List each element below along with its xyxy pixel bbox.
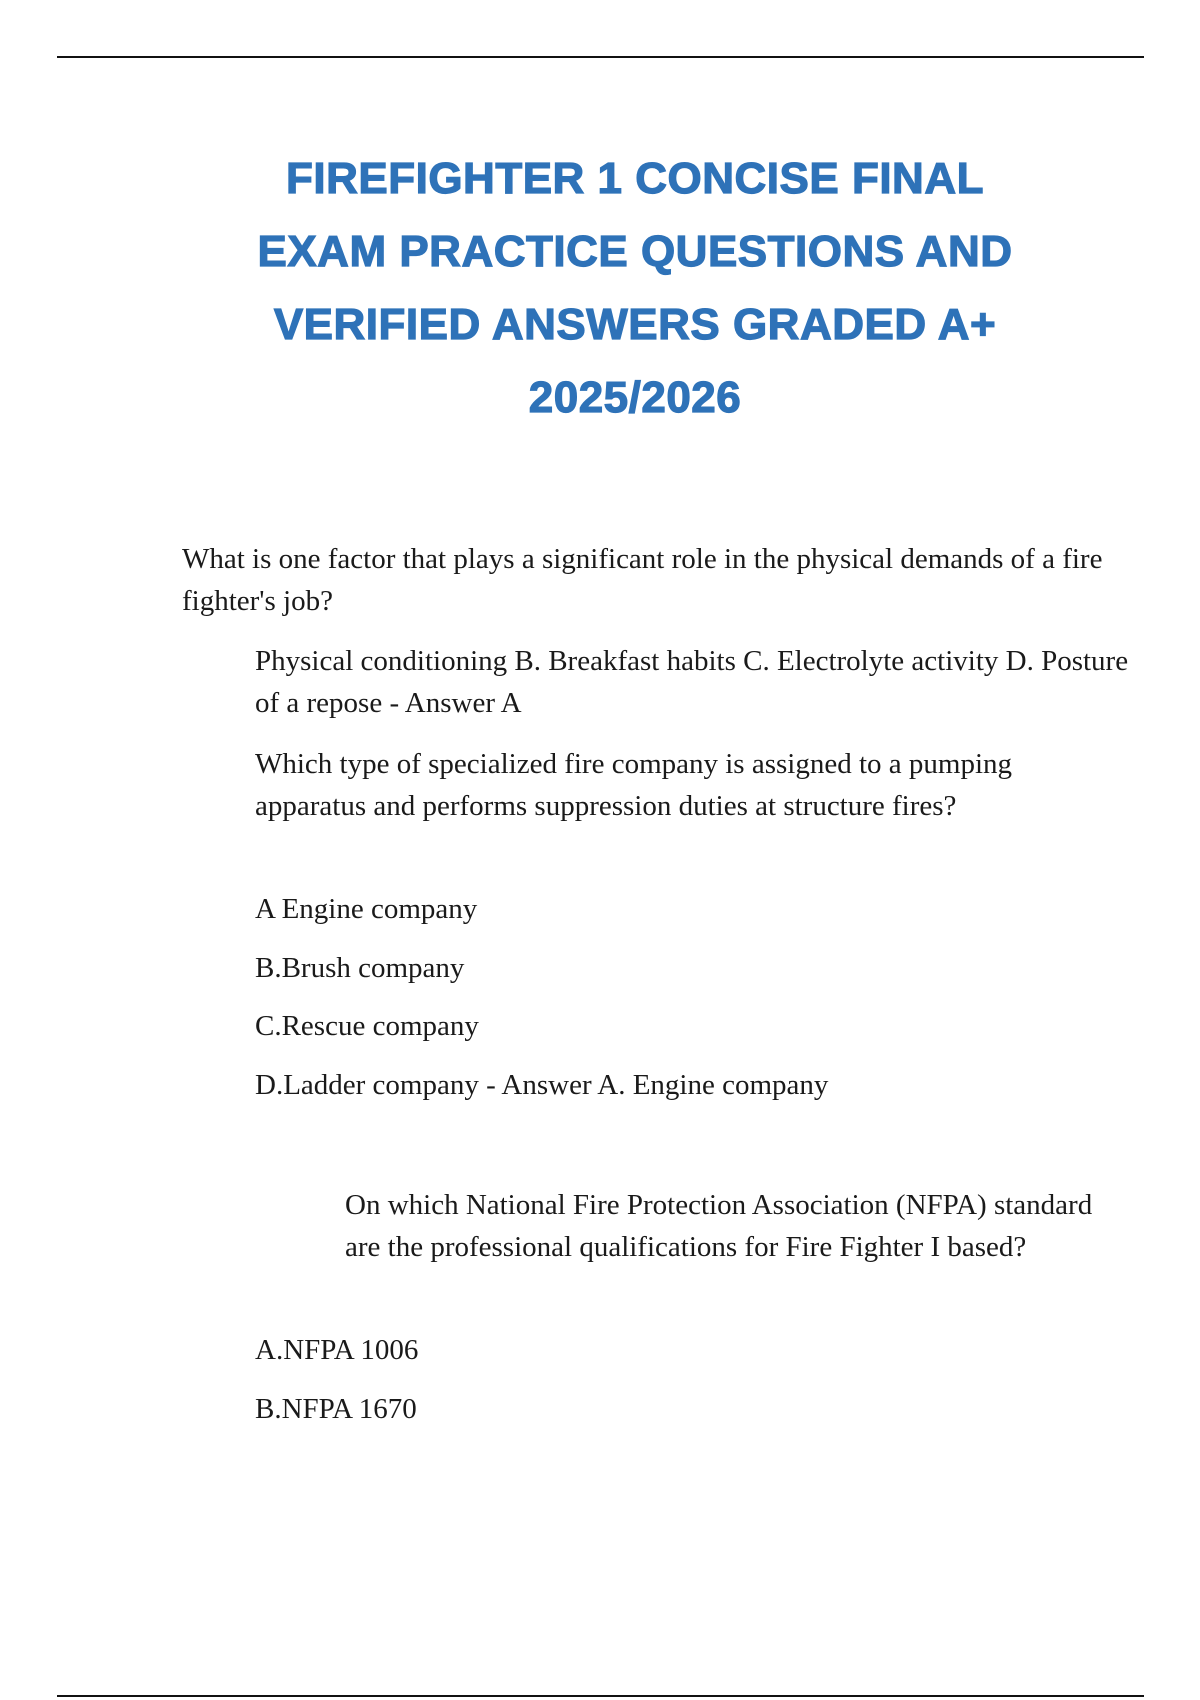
document-title [150, 142, 1120, 434]
question-3-option-a: A.NFPA 1006 [255, 1334, 419, 1366]
title-line-4: 2025/2026 [528, 373, 742, 422]
question-3: On which National Fire Protection Association (NFPA) standard are the professional qualifications for Fire Fighter I based? [345, 1189, 1093, 1263]
question-2-option-d: D.Ladder company - Answer A. Engine company [255, 1069, 829, 1101]
bottom-rule [57, 1695, 1144, 1697]
title-line-2: EXAM PRACTICE QUESTIONS AND [257, 227, 1013, 276]
question-3-option-b: B.NFPA 1670 [255, 1393, 417, 1425]
title-line-3: VERIFIED ANSWERS GRADED A+ [273, 300, 997, 349]
question-1-answer: Physical conditioning B. Breakfast habits C. Electrolyte activity D. Posture of a repose - Answer A [255, 645, 1129, 719]
question-2-option-b: B.Brush company [255, 952, 465, 984]
question-2-option-c: C.Rescue company [255, 1010, 479, 1042]
question-2: Which type of specialized fire company is assigned to a pumping apparatus and performs suppression duties at structure fires? [255, 748, 1013, 822]
title-line-1: FIREFIGHTER 1 CONCISE FINAL [286, 154, 984, 203]
question-2-option-a: A Engine company [255, 893, 478, 925]
question-1: What is one factor that plays a significant role in the physical demands of a fire fighter's job? [182, 543, 1103, 617]
top-rule [57, 56, 1144, 58]
